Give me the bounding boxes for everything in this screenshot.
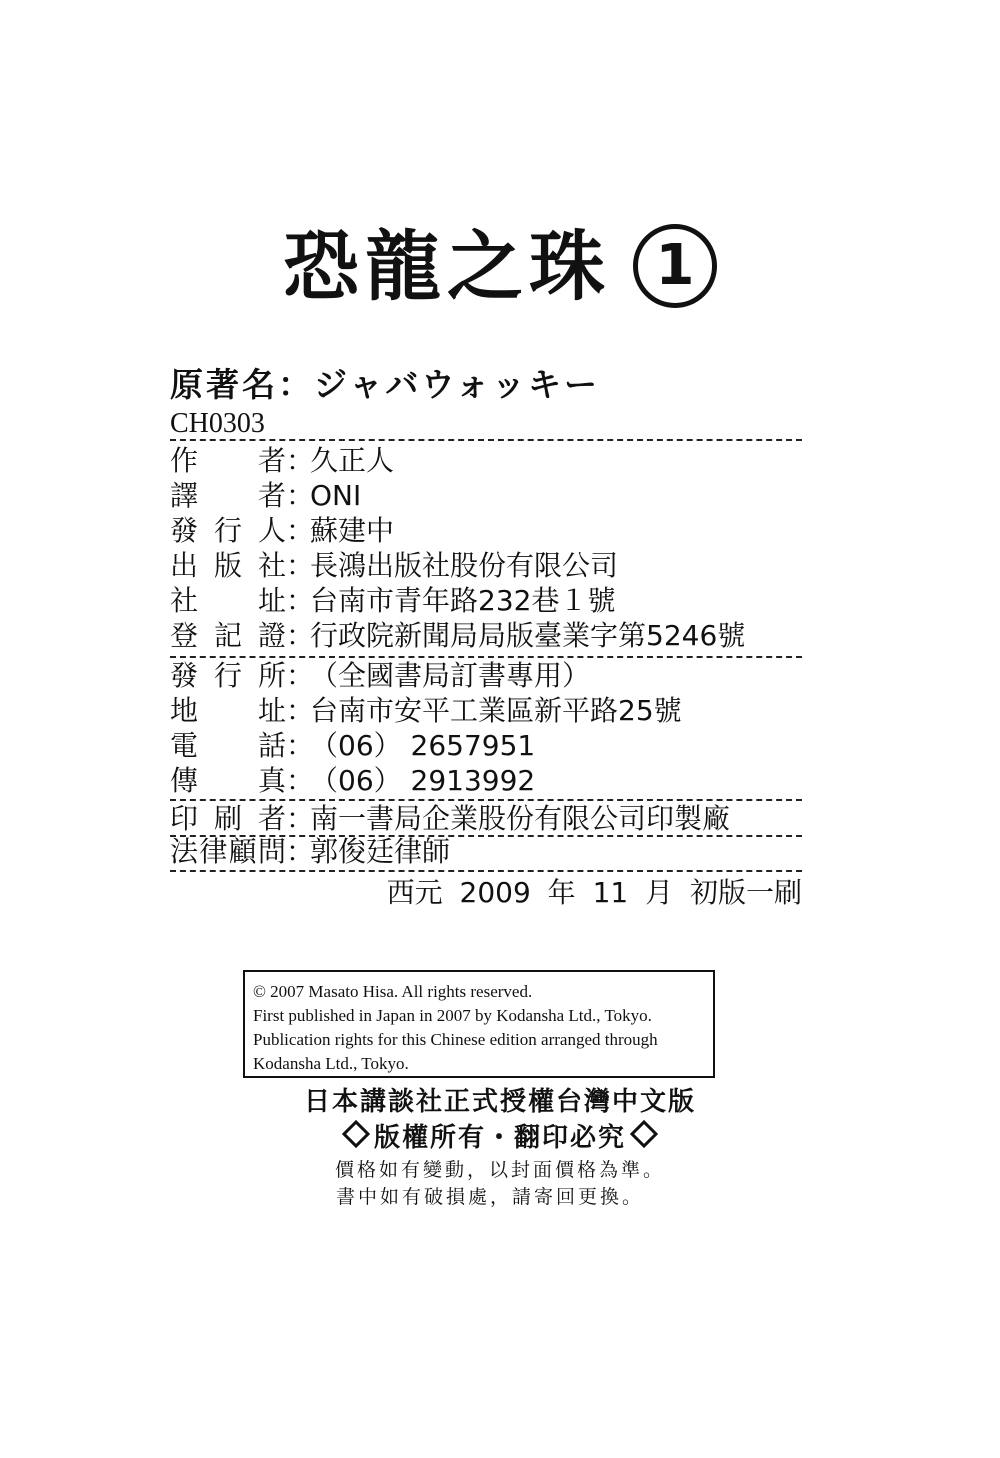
credit-label: 作者 bbox=[170, 444, 286, 477]
colon: ： bbox=[286, 694, 315, 727]
distribution-row-distributor bbox=[170, 657, 590, 695]
distribution-label: 發行所 bbox=[170, 659, 286, 692]
credit-value: 台南市青年路232巷１號 bbox=[310, 584, 616, 617]
printing-label: 印刷者 bbox=[170, 802, 286, 835]
distribution-value: （06） 2913992 bbox=[310, 764, 536, 797]
colon: ： bbox=[286, 514, 315, 547]
colon: ： bbox=[286, 619, 315, 652]
colon: ： bbox=[286, 659, 315, 692]
divider bbox=[170, 870, 802, 872]
colon: ： bbox=[286, 835, 315, 868]
printing-value: 郭俊廷律師 bbox=[310, 835, 451, 868]
colon: ： bbox=[286, 584, 315, 617]
printing-value: 南一書局企業股份有限公司印製廠 bbox=[310, 802, 731, 835]
printing-label: 法律顧問 bbox=[170, 835, 286, 868]
edition-date: 西元 2009 年 11 月 初版一刷 bbox=[386, 876, 802, 909]
distribution-value: （06） 2657951 bbox=[310, 729, 536, 762]
credit-value: 長鴻出版社股份有限公司 bbox=[310, 549, 619, 582]
credit-row-address bbox=[170, 582, 615, 620]
diamond-icon bbox=[630, 1120, 658, 1148]
credit-row-author bbox=[170, 442, 394, 480]
printing-row-legal-counsel bbox=[170, 833, 450, 871]
colon: ： bbox=[286, 729, 315, 762]
credit-row-registration bbox=[170, 617, 745, 655]
diamond-icon bbox=[342, 1120, 370, 1148]
copyright-line: Kodansha Ltd., Tokyo. bbox=[253, 1054, 409, 1073]
credit-label: 社址 bbox=[170, 584, 286, 617]
damage-notice: 書中如有破損處，請寄回更換。 bbox=[335, 1186, 644, 1208]
distribution-value: 台南市安平工業區新平路25號 bbox=[310, 694, 682, 727]
book-title bbox=[0, 222, 1000, 314]
credit-value: 行政院新聞局局版臺業字第5246號 bbox=[310, 619, 746, 652]
credit-row-translator bbox=[170, 477, 361, 515]
credit-value: 久正人 bbox=[310, 444, 395, 477]
copyright-box bbox=[243, 970, 715, 1078]
original-title: 原著名：ジャバウォッキー bbox=[170, 365, 601, 404]
distribution-label: 電話 bbox=[170, 729, 286, 762]
distribution-label: 傳真 bbox=[170, 764, 286, 797]
colon: ： bbox=[286, 444, 315, 477]
credit-label: 發行人 bbox=[170, 514, 286, 547]
colon: ： bbox=[286, 764, 315, 797]
credit-label: 出版社 bbox=[170, 549, 286, 582]
distribution-row-address bbox=[170, 692, 682, 730]
distribution-value: （全國書局訂書專用） bbox=[310, 659, 591, 692]
credit-label: 譯者 bbox=[170, 479, 286, 512]
colon: ： bbox=[286, 479, 315, 512]
rights-statement bbox=[0, 1120, 1000, 1156]
copyright-line: © 2007 Masato Hisa. All rights reserved. bbox=[253, 982, 533, 1001]
credit-row-publisher-person bbox=[170, 512, 394, 550]
volume-number-badge: 1 bbox=[633, 224, 717, 308]
license-statement: 日本講談社正式授權台灣中文版 bbox=[303, 1087, 696, 1117]
distribution-row-fax bbox=[170, 762, 535, 800]
copyright-line: Publication rights for this Chinese edition arranged through bbox=[253, 1030, 658, 1049]
credit-row-publisher bbox=[170, 547, 618, 585]
credit-value: 蘇建中 bbox=[310, 514, 395, 547]
distribution-row-phone bbox=[170, 727, 535, 765]
divider bbox=[170, 439, 802, 441]
book-title-text: 恐龍之珠 bbox=[283, 222, 611, 311]
credit-label: 登記證 bbox=[170, 619, 286, 652]
distribution-label: 地址 bbox=[170, 694, 286, 727]
colon: ： bbox=[286, 802, 315, 835]
catalog-code: CH0303 bbox=[170, 408, 265, 439]
credit-value: ONI bbox=[310, 479, 362, 512]
price-notice: 價格如有變動，以封面價格為準。 bbox=[334, 1159, 665, 1181]
copyright-line: First published in Japan in 2007 by Kodansha Ltd., Tokyo. bbox=[253, 1006, 652, 1025]
colon: ： bbox=[286, 549, 315, 582]
rights-text: 版權所有・翻印必究 bbox=[373, 1123, 626, 1153]
